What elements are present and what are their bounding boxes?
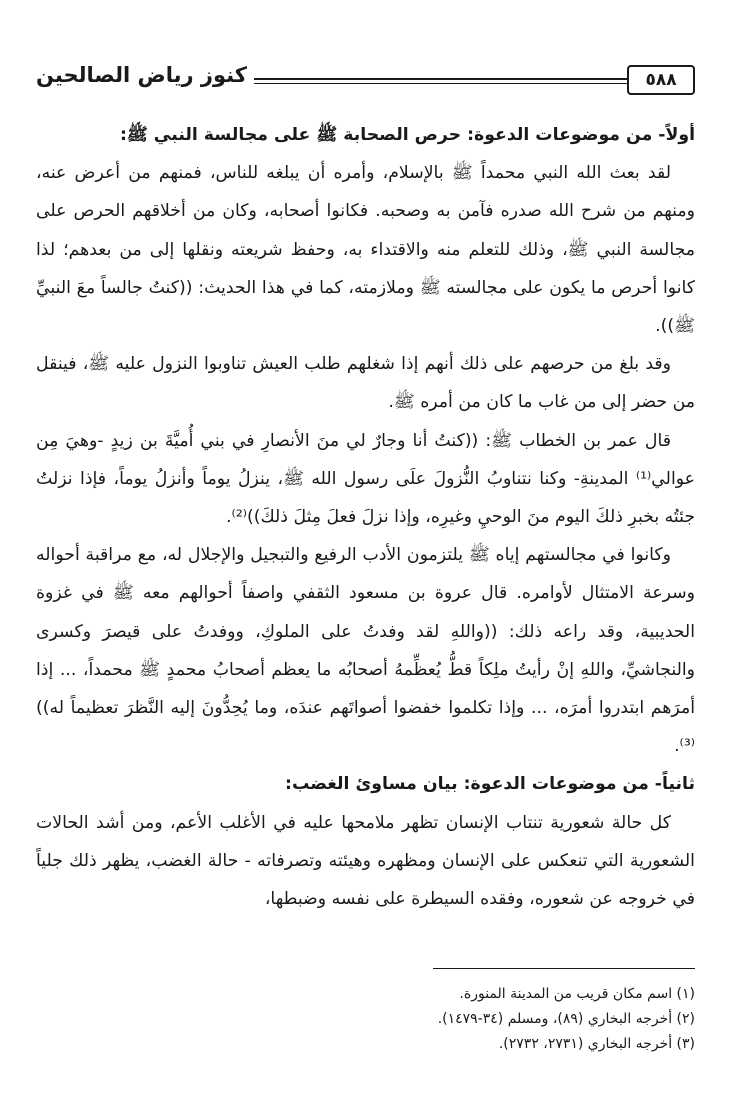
footnote-divider	[433, 968, 695, 969]
page-number: ٥٨٨	[627, 65, 695, 95]
footnote-3: (٣) أخرجه البخاري (٢٧٣١، ٢٧٣٢).	[498, 1036, 695, 1052]
paragraph-4: وكانوا في مجالستهم إياه ﷺ يلتزمون الأدب الرفيع والتبجيل والإجلال له، مع مراقبة أحواله وسرعة الامتثال لأوامره. قال عروة بن مسعود الثقفي واصفاً أحوالهم معه ﷺ في غزوة الحديبية، وقد راعه ذلك: ((واللهِ لقد وفدتُ على الملوكِ، ووفدتُ على قيصرَ وكسرى والنجاشيِّ، واللهِ إنْ رأيتُ ملِكاً قطُّ يُعظِّمهُ أصحابُه ما يعظم أصحابُ محمدٍ ﷺ محمداً، ... إذا أمرَهم ابتدروا أمرَه، ... وإذا تكلموا خفضوا أصواتَهم عندَه، وما يُحِدُّونَ إليه النَّظرَ تعظيماً له))⁽³⁾.	[36, 545, 695, 757]
paragraph-1: لقد بعث الله النبي محمداً ﷺ بالإسلام، وأمره أن يبلغه للناس، فمنهم من أعرض عنه، ومنهم من شرح الله صدره فآمن به وصحبه. فكانوا أصحابه، وكان من أخلاقهم الحرص على مجالسة النبي ﷺ، وذلك للتعلم منه والاقتداء به، وحفظ شريعته ونقلها إلى من بعدهم؛ لذا كانوا أحرص ما يكون على مجالسته ﷺ وملازمته، كما في هذا الحديث: ((كنتُ جالساً معَ النبيِّ ﷺ)).	[36, 163, 695, 337]
header-rule-thin	[254, 83, 629, 84]
header-rule	[254, 78, 629, 80]
footnotes	[36, 982, 695, 1057]
paragraph-5: كل حالة شعورية تنتاب الإنسان تظهر ملامحها عليه في الأغلب الأعم، ومن أشد الحالات الشعورية التي تنعكس على الإنسان ومظهره وهيئته وتصرفاته - حالة الغضب، يظهر ذلك جلياً في خروجه عن شعوره، وفقده السيطرة على نفسه وضبطها،	[36, 812, 695, 910]
main-text	[36, 116, 695, 918]
footnote-2: (٢) أخرجه البخاري (٨٩)، ومسلم (٣٤-١٤٧٩).	[437, 1011, 695, 1027]
section-heading-2: ثانياً- من موضوعات الدعوة: بيان مساوئ الغضب:	[285, 774, 695, 795]
footnote-1: (١) اسم مكان قريب من المدينة المنورة.	[459, 986, 695, 1002]
book-page	[36, 0, 695, 1105]
paragraph-3: قال عمر بن الخطاب ﷺ: ((كنتُ أنا وجارٌ لي منَ الأنصارِ في بني أُميَّةَ بن زيدٍ -وهيَ مِن عوالي⁽¹⁾ المدينةِ- وكنا نتناوبُ النُّزولَ علَى رسول الله ﷺ، ينزلُ يوماً وأنزلُ يوماً، فإذا نزلتُ جئتُه بخبرِ ذلكَ اليوم منَ الوحيِ وغيرِه، وإذا نزلَ فعلَ مِثلَ ذلكَ))⁽²⁾.	[36, 430, 695, 528]
paragraph-2: وقد بلغ من حرصهم على ذلك أنهم إذا شغلهم طلب العيش تناوبوا النزول عليه ﷺ، فينقل من حضر إلى من غاب ما كان من أمره ﷺ.	[36, 354, 695, 413]
page-header	[36, 62, 695, 96]
book-title: كنوز رياض الصالحين	[36, 63, 247, 87]
section-heading-1: أولاً- من موضوعات الدعوة: حرص الصحابة ﷺ على مجالسة النبي ﷺ:	[119, 125, 695, 145]
